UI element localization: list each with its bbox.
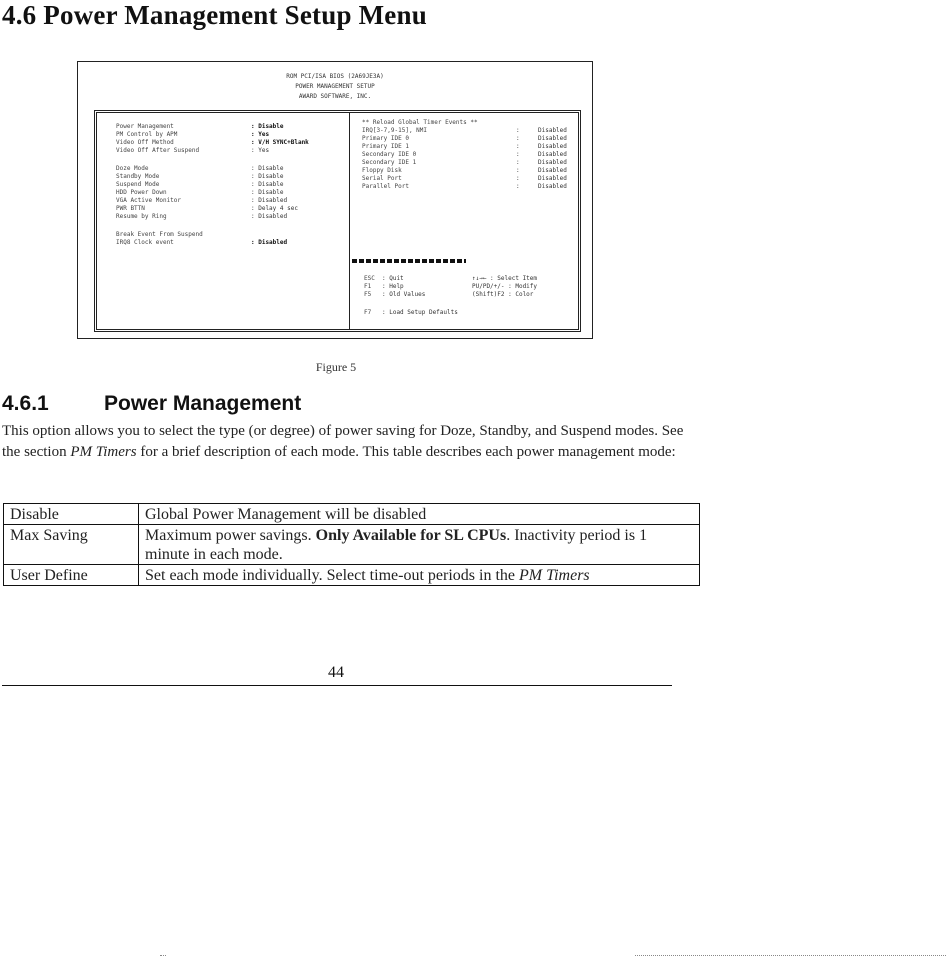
paragraph-text: This option allows you to select the type (or degree) of power saving for Doze, Standby, and Suspend modes. See the section — [2, 423, 684, 460]
key-action: (Shift)F2 : Color — [472, 291, 534, 298]
section-reference: PM Timers — [518, 567, 590, 584]
setting-label: PM Control by APM — [116, 131, 178, 138]
setting-value: : Yes — [251, 147, 270, 154]
table-row — [4, 504, 700, 525]
key-name: ESC — [364, 275, 375, 282]
event-value: Disabled — [538, 183, 567, 190]
setting-label: Break Event From Suspend — [116, 231, 203, 238]
setting-value: : Disable — [251, 181, 284, 188]
key-action: : Old Values — [382, 291, 426, 298]
mode-name: Max Saving — [4, 525, 139, 565]
description-text: Global Power Management will be disabled — [145, 506, 427, 523]
subsection-title: Power Management — [104, 392, 302, 415]
body-paragraph — [2, 421, 692, 463]
key-action: : Quit — [382, 275, 404, 282]
setting-value: : Disabled — [251, 213, 288, 220]
power-modes-table — [3, 503, 700, 586]
setting-label: VGA Active Monitor — [116, 197, 182, 204]
event-value: Disabled — [538, 143, 567, 150]
subsection-heading — [2, 392, 301, 416]
event-value: Disabled — [538, 151, 567, 158]
setting-label: Video Off Method — [116, 139, 174, 146]
setting-value: : Disabled — [251, 239, 288, 246]
mode-name: User Define — [4, 565, 139, 586]
bios-header-line: ROM PCI/ISA BIOS (2A69JE3A) — [286, 73, 384, 80]
timer-events-title: ** Reload Global Timer Events ** — [362, 119, 478, 126]
table-row — [4, 525, 700, 565]
description-emphasis: Only Available for SL CPUs — [315, 527, 507, 544]
key-name: F7 — [364, 309, 372, 316]
figure-caption: Figure 5 — [315, 360, 357, 374]
bios-screenshot-figure — [77, 61, 593, 339]
setting-label: Resume by Ring — [116, 213, 167, 220]
mode-description — [139, 565, 700, 586]
scan-mark — [635, 955, 946, 956]
section-heading: 4.6 Power Management Setup Menu — [2, 0, 427, 30]
table-row — [4, 565, 700, 586]
setting-label: PWR BTTN — [116, 205, 145, 212]
key-name: F1 — [364, 283, 372, 290]
section-reference: PM Timers — [70, 444, 137, 460]
event-label: Floppy Disk — [362, 167, 402, 174]
bios-header — [78, 72, 592, 102]
setting-value: : Disable — [251, 173, 284, 180]
event-label: Secondary IDE 0 — [362, 151, 417, 158]
setting-value: : V/H SYNC+Blank — [251, 139, 309, 146]
setting-label: Power Management — [116, 123, 174, 130]
setting-label: Suspend Mode — [116, 181, 160, 188]
event-label: Secondary IDE 1 — [362, 159, 417, 166]
setting-label: Standby Mode — [116, 173, 160, 180]
mode-name: Disable — [4, 504, 139, 525]
scan-mark — [160, 955, 166, 956]
paragraph-text: for a brief description of each mode. This table describes each power management mode: — [136, 444, 676, 460]
setting-label: Video Off After Suspend — [116, 147, 200, 154]
footer-rule — [2, 685, 672, 686]
event-label: Primary IDE 0 — [362, 135, 409, 142]
subsection-number: 4.6.1 — [2, 392, 49, 415]
event-value: Disabled — [538, 175, 567, 182]
description-text: . Inactivity period is 1 minute in each mode. — [145, 527, 648, 563]
bios-frame — [94, 110, 581, 332]
mode-description — [139, 504, 700, 525]
mode-description — [139, 525, 700, 565]
event-label: Serial Port — [362, 175, 402, 182]
key-name: F5 — [364, 291, 372, 298]
setting-value: : Delay 4 sec — [251, 205, 298, 212]
key-help-separator — [352, 259, 466, 263]
setting-value: : Yes — [251, 131, 270, 138]
event-label: IRQ[3-7,9-15], NMI — [362, 127, 428, 134]
key-action: ↑↓→← : Select Item — [472, 275, 538, 282]
event-label: Parallel Port — [362, 183, 409, 190]
key-action: : Help — [382, 283, 404, 290]
event-label: Primary IDE 1 — [362, 143, 409, 150]
setting-value: : Disable — [251, 189, 284, 196]
bios-header-line: POWER MANAGEMENT SETUP — [295, 83, 375, 90]
event-value: Disabled — [538, 159, 567, 166]
bios-timer-events-panel: ** Reload Global Timer Events ** IRQ[3-7,9-15], NMI : Disabled Primary IDE 0 : Disabled Primary IDE 1 : Disabled Secondary IDE 0 : Disabled Secondary IDE 1 : Disabled Floppy Disk : Disabled Serial Port : Disabled Parallel Port : Disabled ESC : Quit ↑↓→← : Select Item F1 : Help PU/PD/+/- : Modify F5 : Old Values (Shift)F2 : Color F7 : Load Setup Defaults — [350, 113, 578, 329]
key-action: PU/PD/+/- : Modify — [472, 283, 538, 290]
event-value: Disabled — [538, 167, 567, 174]
page-number: 44 — [328, 664, 344, 681]
event-value: Disabled — [538, 135, 567, 142]
event-value: Disabled — [538, 127, 567, 134]
setting-label: IRQ8 Clock event — [116, 239, 174, 246]
setting-label: HDD Power Down — [116, 189, 167, 196]
setting-value: : Disable — [251, 165, 284, 172]
bios-header-line: AWARD SOFTWARE, INC. — [298, 93, 372, 100]
setting-value: : Disable — [251, 123, 284, 130]
description-text: Set each mode individually. Select time-out periods in the — [145, 567, 519, 584]
setting-value: : Disabled — [251, 197, 288, 204]
description-text: Maximum power savings. — [145, 527, 316, 544]
bios-settings-panel — [97, 113, 350, 329]
setting-label: Doze Mode — [116, 165, 149, 172]
key-action: : Load Setup Defaults — [382, 309, 458, 316]
